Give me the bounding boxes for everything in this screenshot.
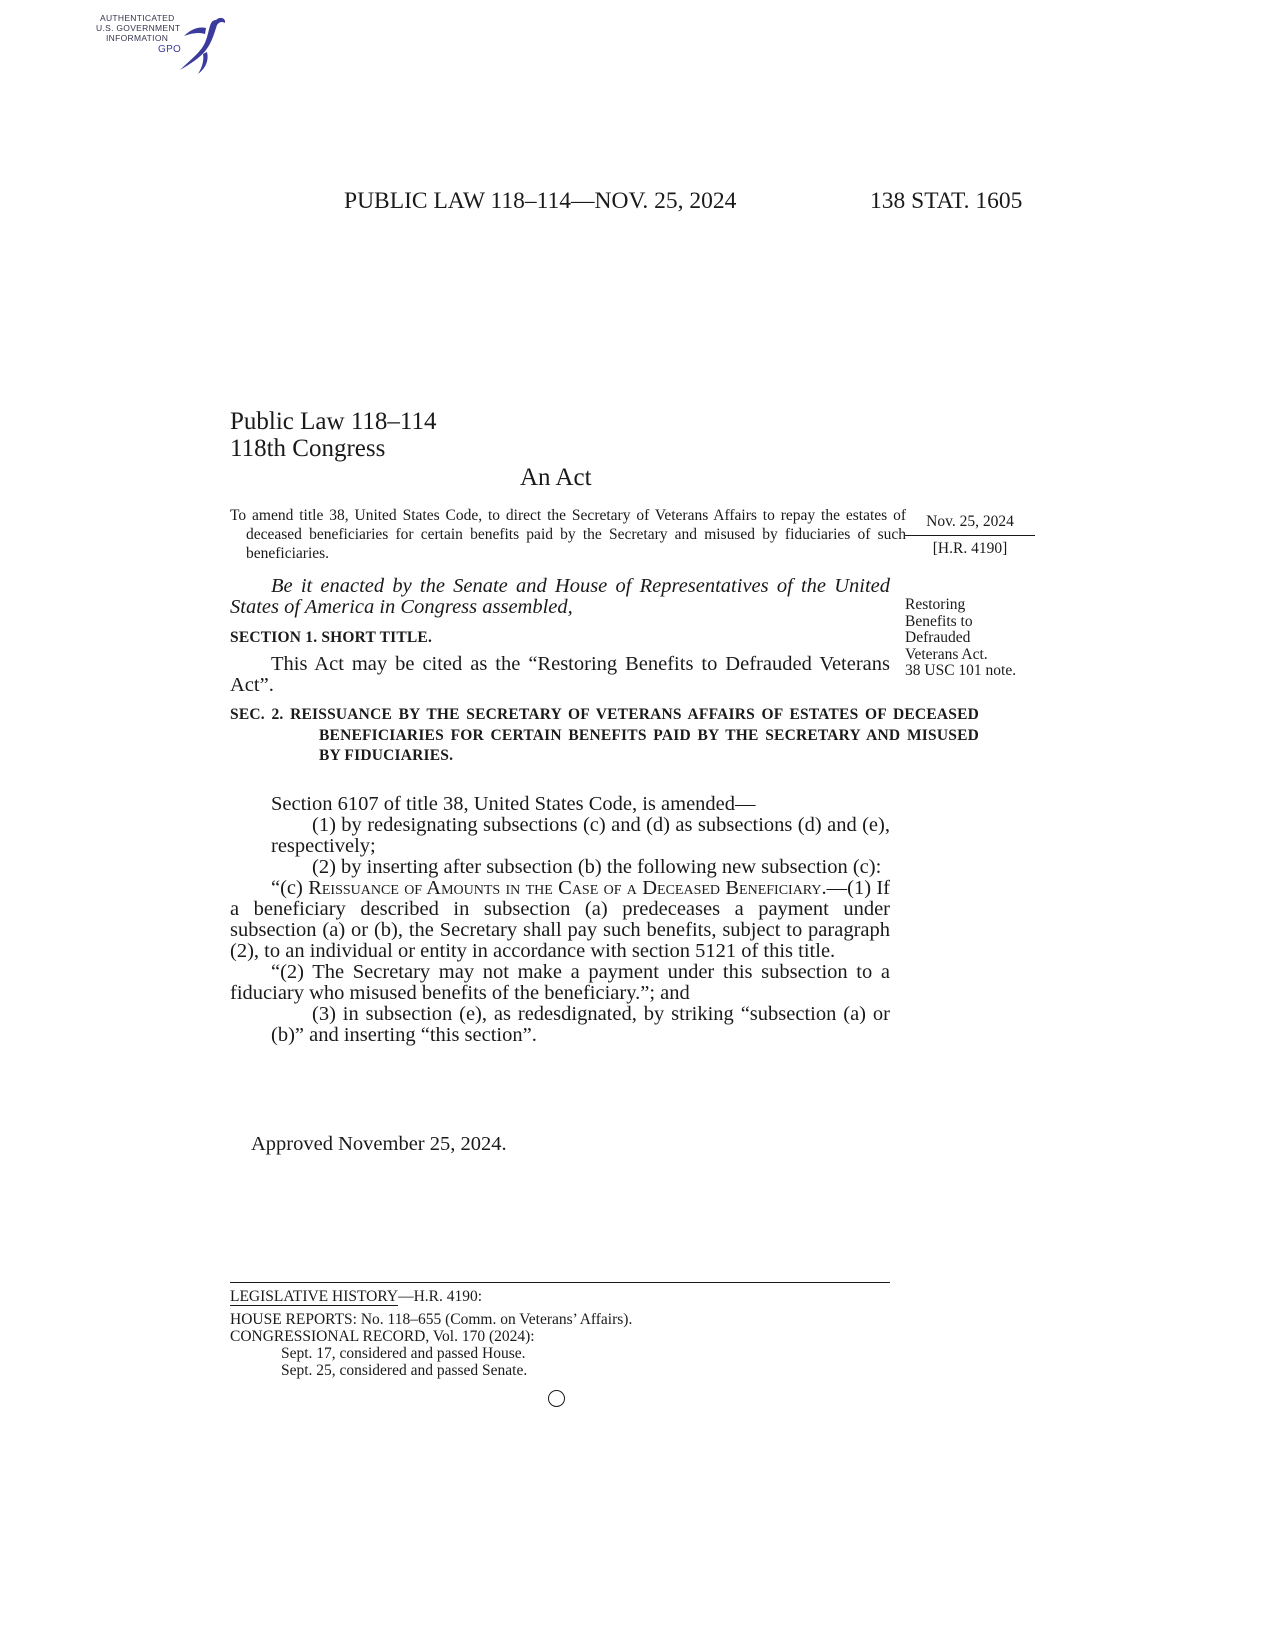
eagle-icon	[176, 12, 228, 76]
subsection-c	[230, 878, 890, 962]
seal-line-2: U.S. GOVERNMENT	[96, 23, 181, 33]
margin-note	[905, 597, 1016, 680]
purpose-statement: To amend title 38, United States Code, to direct the Secretary of Veterans Affairs to repay the estates of deceased beneficiaries for certain benefits paid by the Secretary and misused by fiduciaries of such beneficiaries.	[230, 507, 906, 562]
enacting-clause-text: Be it enacted by the Senate and House of Representatives of the United States of America in Congress assembled,	[230, 575, 890, 618]
margin-bill-number: [H.R. 4190]	[932, 540, 1008, 557]
subsection-c-text: .—(1) If a beneficiary described in subsection (a) predeceases a payment under subsection (a) or (b), the Secretary shall pay such benefits, subject to paragraph (2), to an individual or entity in accordance with section 5121 of this title.	[230, 877, 891, 962]
section-2-paragraph-1: (1) by redesignating subsections (c) and (d) as subsections (d) and (e), respectively;	[271, 814, 890, 857]
margin-note-line: 38 USC 101 note.	[905, 662, 1017, 679]
margin-note-line: Veterans Act.	[905, 645, 988, 663]
act-heading: An Act	[520, 464, 592, 491]
seal-line-4: GPO	[158, 44, 182, 55]
section-1-body	[230, 654, 890, 696]
margin-note-line: Restoring	[905, 596, 966, 613]
section-1-heading: SECTION 1. SHORT TITLE.	[230, 629, 433, 646]
legislative-action: Sept. 25, considered and passed Senate.	[281, 1362, 528, 1379]
congressional-record: CONGRESSIONAL RECORD, Vol. 170 (2024):	[230, 1328, 535, 1345]
legislative-action: Sept. 17, considered and passed House.	[281, 1345, 526, 1362]
margin-date: Nov. 25, 2024	[926, 513, 1014, 530]
legislative-history-bill: —H.R. 4190:	[398, 1288, 483, 1305]
legislative-history-label: LEGISLATIVE HISTORY	[230, 1288, 399, 1305]
gpo-authentication-seal	[96, 10, 231, 74]
public-law-number: Public Law 118–114	[230, 408, 437, 435]
legislative-history-heading	[230, 1288, 632, 1305]
subsection-c-open: “(c)	[271, 877, 309, 899]
end-mark-circle-icon	[548, 1390, 565, 1407]
house-reports: HOUSE REPORTS: No. 118–655 (Comm. on Veterans’ Affairs).	[230, 1311, 633, 1328]
section-2-heading: SEC. 2. REISSUANCE BY THE SECRETARY OF VETERANS AFFAIRS OF ESTATES OF DECEASED BENEFICIARIES FOR CERTAIN BENEFITS PAID BY THE SECRETARY AND MISUSED BY FIDUCIARIES.	[230, 706, 979, 764]
seal-line-1: AUTHENTICATED	[100, 13, 175, 23]
section-2-body	[230, 794, 890, 1046]
approval-date: Approved November 25, 2024.	[251, 1133, 507, 1155]
subsection-c-paragraph-2: “(2) The Secretary may not make a payment under this subsection to a fiduciary who misused benefits of the beneficiary.”; and	[230, 961, 890, 1004]
margin-date-block	[905, 513, 1035, 557]
enacting-clause	[230, 576, 890, 618]
margin-rule	[905, 535, 1035, 536]
footnote-rule	[230, 1282, 890, 1283]
section-2-paragraph-2: (2) by inserting after subsection (b) the following new subsection (c):	[312, 856, 882, 878]
section-2-paragraph-3: (3) in subsection (e), as redesdignated, by striking “subsection (a) or (b)” and inserting “this section”.	[271, 1003, 890, 1046]
law-title-block	[230, 408, 436, 462]
margin-note-line: Benefits to	[905, 612, 973, 630]
legislative-history	[230, 1288, 632, 1379]
running-head-page: 138 STAT. 1605	[870, 188, 1023, 214]
congress-number: 118th Congress	[230, 435, 386, 462]
subsection-c-heading: Reissuance of Amounts in the Case of a Deceased Beneficiary	[308, 877, 822, 899]
seal-line-3: INFORMATION	[106, 33, 169, 43]
section-2-intro: Section 6107 of title 38, United States Code, is amended—	[271, 793, 756, 815]
section-1-text: This Act may be cited as the “Restoring Benefits to Defrauded Veterans Act”.	[230, 653, 890, 696]
margin-note-line: Defrauded	[905, 629, 971, 646]
running-head-title: PUBLIC LAW 118–114—NOV. 25, 2024	[344, 188, 737, 214]
